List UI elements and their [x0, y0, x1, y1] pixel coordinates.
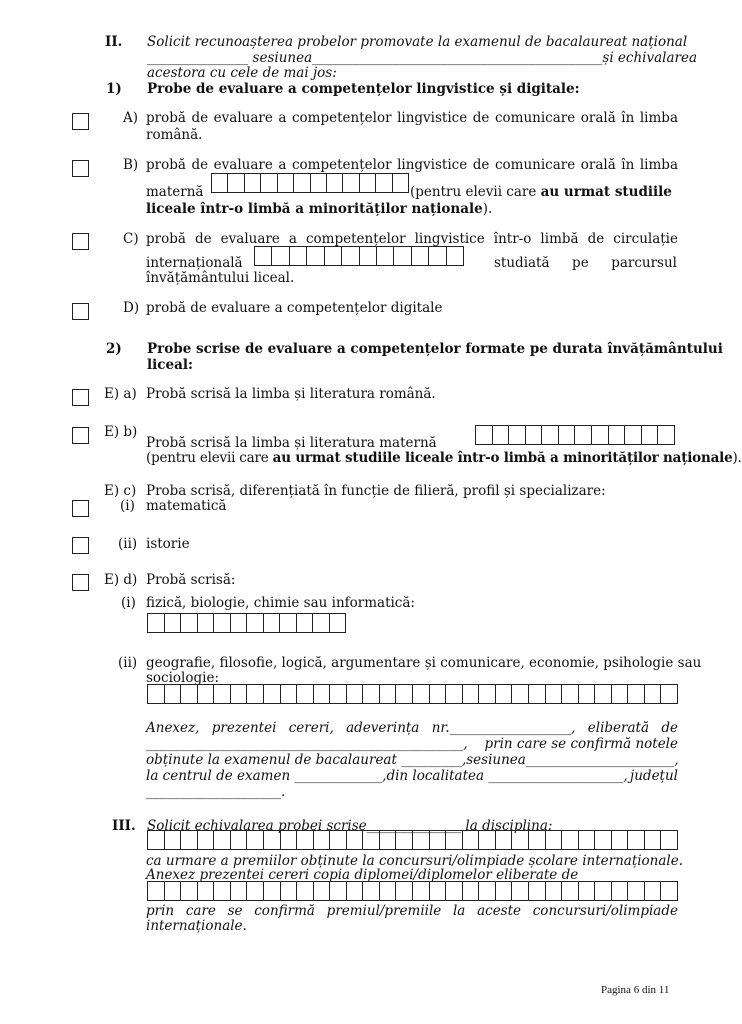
item-Ec-ii-text: istorie	[146, 536, 190, 552]
item-B-line2a: maternă	[146, 184, 204, 200]
annex-word-7: de	[661, 720, 678, 736]
item-Eb-note-text: (pentru elevii care	[146, 450, 273, 466]
checkbox-D[interactable]	[72, 303, 89, 320]
item-Ed-label: E) d)	[104, 572, 138, 588]
section-III-line3: Anexez prezentei cereri copia diplomei/diplomelor eliberate de	[146, 867, 579, 883]
item-B-note-bold: au urmat studiile	[540, 184, 672, 200]
checkbox-Eb[interactable]	[72, 427, 89, 444]
section-II-line3: acestora cu cele de mai jos:	[147, 65, 337, 81]
checkbox-A[interactable]	[72, 113, 89, 130]
part1-title: Probe de evaluare a competențelor lingvistice și digitale:	[147, 81, 580, 97]
item-C-word-2: pe	[572, 255, 589, 271]
discipline-grid[interactable]	[147, 830, 678, 850]
part2-title-line1: Probe scrise de evaluare a competențelor formate pe durata învățământului	[147, 341, 723, 357]
item-Ea-text: Probă scrisă la limba și literatura română.	[146, 386, 436, 402]
item-Ec-label: E) c)	[104, 483, 137, 499]
certificate-number-blank[interactable]: nr.__________________,	[431, 720, 576, 736]
section-III-word-4: confirmă	[254, 903, 315, 919]
section-III-word-7: aceste	[477, 903, 522, 919]
exam-center-blank[interactable]: la centrul de examen _____________,din localitatea ____________________,	[146, 768, 628, 784]
item-Eb-note-end: ).	[732, 450, 742, 466]
item-Ec-ii-label: (ii)	[118, 536, 138, 552]
item-Eb-label: E) b)	[104, 424, 138, 440]
item-C-line3: învățământului liceal.	[146, 270, 295, 286]
item-Ed-ii-line2: sociologie:	[146, 670, 220, 686]
section-III-word-6: la	[452, 903, 466, 919]
item-Ed-ii-label: (ii)	[118, 655, 138, 671]
annex-word-3: cereri,	[288, 720, 334, 736]
checkbox-C[interactable]	[72, 233, 89, 250]
item-Eb-line1: Probă scrisă la limba și literatura maternă	[146, 435, 437, 451]
item-D-label: D)	[123, 300, 140, 316]
item-Ec-text: Proba scrisă, diferențiată în funcție de filieră, profil și specializare:	[146, 483, 606, 499]
item-C-line1: probă de evaluare a competențelor lingvistice într-o limbă de circulație	[146, 231, 678, 247]
item-C-label: C)	[123, 231, 139, 247]
page-number: Pagina 6 din 11	[601, 984, 670, 996]
annex-word-6: eliberată	[587, 720, 650, 736]
item-C-line2-rest	[494, 255, 677, 271]
section-III-line4	[146, 903, 678, 919]
section-III-number: III.	[112, 818, 136, 834]
item-Ed-ii-line1: geografie, filosofie, logică, argumentare și comunicare, economie, psihologie sau	[146, 655, 702, 671]
section-II-line1: Solicit recunoașterea probelor promovate la examenul de bacalaureat național	[147, 34, 688, 50]
section-III-word-1: prin	[146, 903, 175, 919]
humanities-grid[interactable]	[147, 684, 678, 704]
item-Ed-i-label: (i)	[121, 595, 136, 611]
item-B-label: B)	[123, 157, 139, 173]
section-III-word-5: premiul/premiile	[326, 903, 442, 919]
item-Ea-label: E) a)	[104, 386, 137, 402]
checkbox-B[interactable]	[72, 160, 89, 177]
section-III-word-2: care	[185, 903, 216, 919]
annex-line4	[146, 768, 678, 784]
item-Ec-i-label: (i)	[120, 498, 135, 514]
maternal-literature-grid[interactable]	[475, 425, 675, 445]
annex-line4-county: județul	[630, 768, 678, 784]
checkbox-Ec-i[interactable]	[72, 500, 89, 517]
item-B-line1: probă de evaluare a competențelor lingvistice de comunicare orală în limba	[146, 157, 678, 173]
part2-number: 2)	[106, 341, 122, 357]
maternal-language-grid[interactable]	[211, 173, 409, 193]
sciences-grid[interactable]	[147, 613, 346, 633]
item-C-line2a: internațională	[146, 255, 243, 271]
item-C-word-1: studiată	[494, 255, 550, 271]
annex-word-1: Anexez,	[146, 720, 200, 736]
issuer-blank[interactable]: _______________________________________________,	[146, 736, 468, 752]
item-Ec-i-text: matematică	[146, 498, 227, 514]
checkbox-Ea[interactable]	[72, 389, 89, 406]
section-II-number: II.	[105, 34, 123, 50]
section-III-line2: ca urmare a premiilor obținute la concursuri/olimpiade școlare internaționale.	[146, 853, 684, 869]
annex-word-2: prezentei	[211, 720, 277, 736]
exam-year-blank[interactable]: obținute la examenul de bacalaureat _________,	[146, 752, 467, 768]
item-C-word-3: parcursul	[611, 255, 677, 271]
section-II-line2	[147, 50, 698, 66]
checkbox-Ed[interactable]	[72, 574, 89, 591]
item-A-line2: română.	[146, 127, 203, 143]
item-B-line3	[146, 201, 492, 217]
part2-title-line2: liceal:	[147, 357, 193, 373]
section-III-line1: Solicit echivalarea probei scrise______________ la disciplina:	[147, 818, 553, 834]
section-II-text: și echivalarea	[602, 50, 698, 66]
exam-session-blank[interactable]: sesiunea______________________,	[466, 752, 679, 768]
item-D-text: probă de evaluare a competențelor digitale	[146, 300, 443, 316]
item-B-line2-note	[410, 184, 672, 200]
section-III-word-8: concursuri/olimpiade	[532, 903, 678, 919]
international-language-grid[interactable]	[254, 246, 464, 266]
part1-number: 1)	[106, 81, 122, 97]
item-Eb-line2	[146, 450, 742, 466]
item-B-note-text: (pentru elevii care	[410, 184, 541, 200]
checkbox-Ec-ii[interactable]	[72, 537, 89, 554]
item-A-label: A)	[123, 110, 139, 126]
annex-word-4: adeverința	[346, 720, 420, 736]
item-Eb-note-bold: au urmat studiile liceale într-o limbă a minorităților naționale	[272, 450, 733, 466]
item-Ed-text: Probă scrisă:	[146, 572, 236, 588]
county-blank[interactable]: ____________________.	[146, 784, 286, 800]
annex-line3	[146, 752, 678, 768]
section-III-word-3: se	[227, 903, 243, 919]
annex-line2	[146, 736, 678, 752]
item-A-line1: probă de evaluare a competențelor lingvistice de comunicare orală în limba	[146, 110, 678, 126]
item-B-line3-bold: liceale într-o limbă a minorităților naționale	[146, 201, 483, 217]
diploma-issuer-grid[interactable]	[147, 881, 678, 901]
annex-line2-text: prin care se confirmă notele	[484, 736, 678, 752]
session-name-blank[interactable]: ___________________________________________	[312, 50, 603, 66]
section-III-line5: internaționale.	[146, 918, 247, 934]
item-B-line3-end: ).	[482, 201, 493, 217]
annex-line1	[146, 720, 678, 736]
item-Ed-i-text: fizică, biologie, chimie sau informatică:	[146, 595, 415, 611]
session-year-blank[interactable]: _______________ sesiunea	[147, 50, 313, 66]
